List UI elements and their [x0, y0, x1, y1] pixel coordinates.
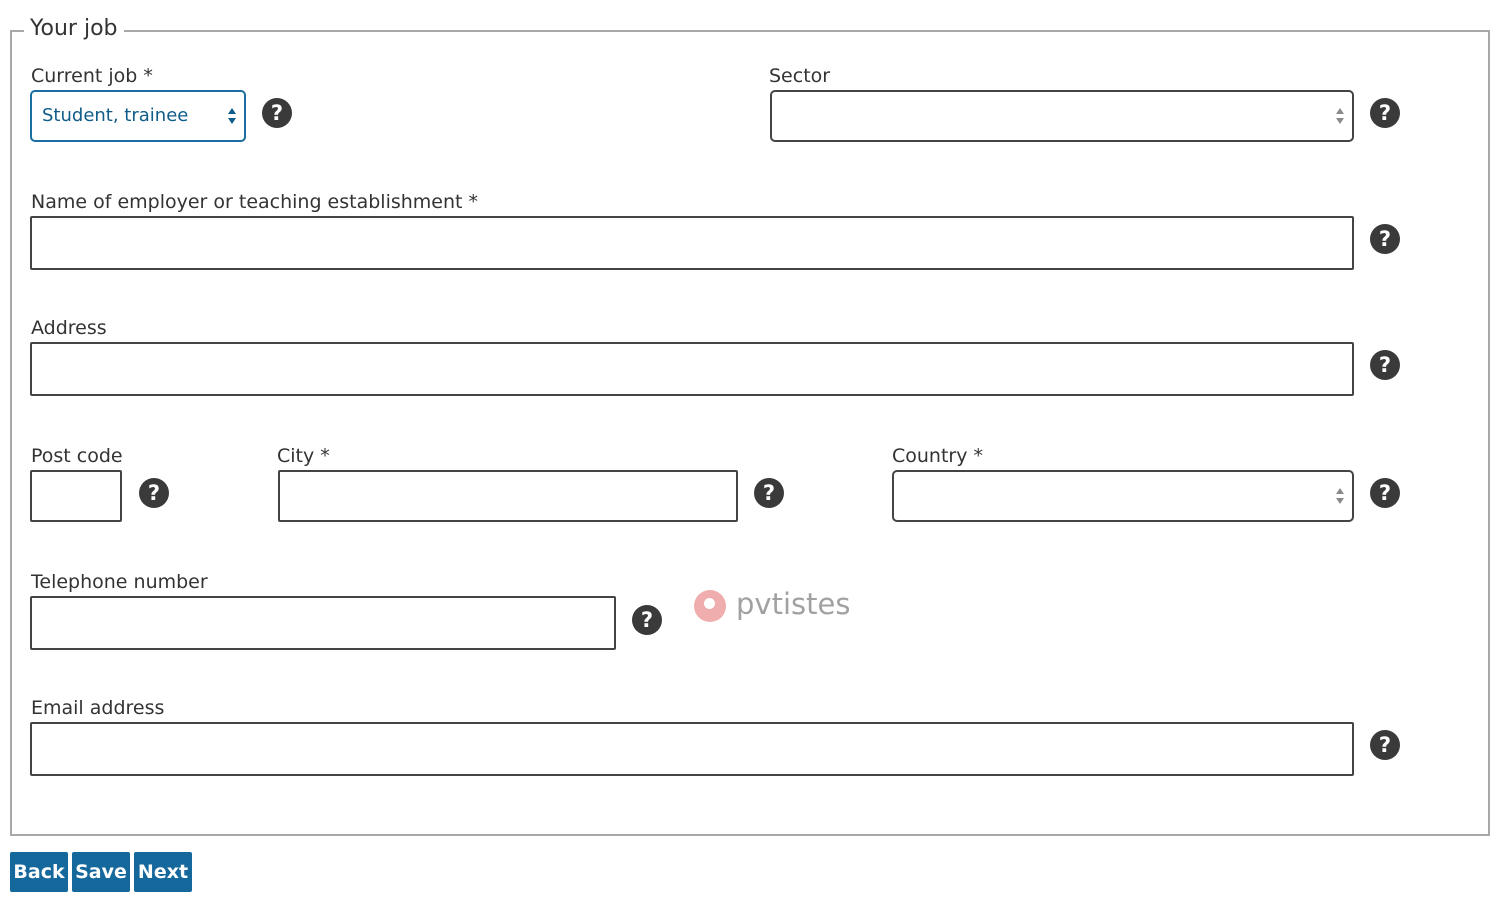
select-arrows-icon — [1336, 487, 1344, 505]
employer-input[interactable] — [30, 216, 1354, 270]
select-arrows-icon — [1336, 107, 1344, 125]
sector-help-icon[interactable]: ? — [1370, 98, 1400, 128]
current-job-value: Student, trainee — [42, 105, 189, 126]
job-fieldset — [10, 30, 1490, 836]
city-help-icon[interactable]: ? — [754, 478, 784, 508]
select-arrows-icon — [228, 107, 236, 125]
employer-help-icon[interactable]: ? — [1370, 224, 1400, 254]
country-select[interactable] — [892, 470, 1354, 522]
back-button[interactable]: Back — [10, 852, 68, 892]
sector-select[interactable] — [770, 90, 1354, 142]
current-job-label: Current job * — [31, 65, 153, 87]
employer-label: Name of employer or teaching establishment * — [31, 191, 479, 213]
telephone-help-icon[interactable]: ? — [632, 605, 662, 635]
telephone-input[interactable] — [30, 596, 616, 650]
telephone-label: Telephone number — [31, 571, 208, 593]
current-job-help-icon[interactable]: ? — [262, 98, 292, 128]
address-input[interactable] — [30, 342, 1354, 396]
current-job-select[interactable] — [30, 90, 246, 142]
section-legend: Your job — [24, 14, 124, 44]
email-label: Email address — [31, 697, 165, 719]
city-label: City * — [277, 445, 330, 467]
address-label: Address — [31, 317, 107, 339]
email-help-icon[interactable]: ? — [1370, 730, 1400, 760]
save-button[interactable]: Save — [72, 852, 130, 892]
post-code-input[interactable] — [30, 470, 122, 522]
watermark-text: pvtistes — [736, 587, 851, 621]
city-input[interactable] — [278, 470, 738, 522]
country-label: Country * — [892, 445, 984, 467]
next-button[interactable]: Next — [134, 852, 192, 892]
country-help-icon[interactable]: ? — [1370, 478, 1400, 508]
sector-label: Sector — [769, 65, 831, 87]
address-help-icon[interactable]: ? — [1370, 350, 1400, 380]
email-input[interactable] — [30, 722, 1354, 776]
post-code-help-icon[interactable]: ? — [139, 478, 169, 508]
watermark-pin-icon — [694, 590, 726, 622]
post-code-label: Post code — [31, 445, 123, 467]
